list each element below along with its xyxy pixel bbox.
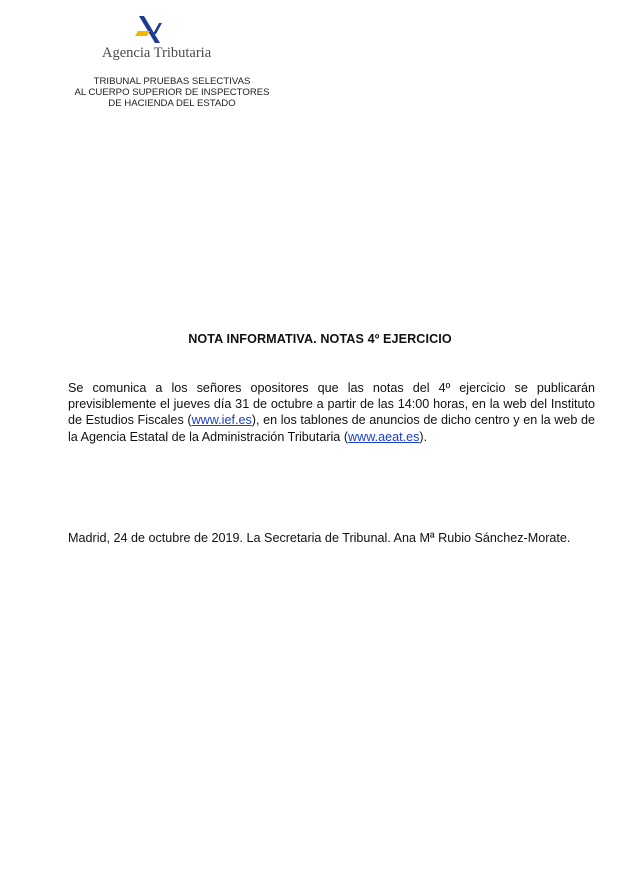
aeat-website-link[interactable]: www.aeat.es (348, 429, 420, 444)
signature-line: Madrid, 24 de octubre de 2019. La Secretaria de Tribunal. Ana Mª Rubio Sánchez-Morate. (68, 531, 571, 545)
ief-website-link[interactable]: www.ief.es (191, 413, 252, 428)
document-title: NOTA INFORMATIVA. NOTAS 4º EJERCICIO (188, 332, 452, 346)
paragraph-text-2: ), en los tablones de anuncios de dicho centro y en la web de la Agencia Estatal de la Administración Tributaria ( (68, 413, 595, 444)
agency-name: Agencia Tributaria (102, 45, 212, 61)
tribunal-line-3: DE HACIENDA DEL ESTADO (108, 98, 236, 109)
tribunal-line-2: AL CUERPO SUPERIOR DE INSPECTORES (74, 87, 270, 98)
tribunal-heading (62, 76, 282, 109)
paragraph-text-3: ). (419, 429, 428, 444)
paragraph-text-1: Se comunica a los señores opositores que las notas del 4º ejercicio se publicarán previsiblemente el jueves día 31 de octubre a partir de las 14:00 horas, en la web del Instituto de Estudios Fiscales ( (68, 381, 595, 428)
tribunal-line-1: TRIBUNAL PRUEBAS SELECTIVAS (93, 76, 251, 87)
agencia-tributaria-logo-icon (130, 14, 170, 44)
announcement-paragraph (68, 380, 595, 445)
